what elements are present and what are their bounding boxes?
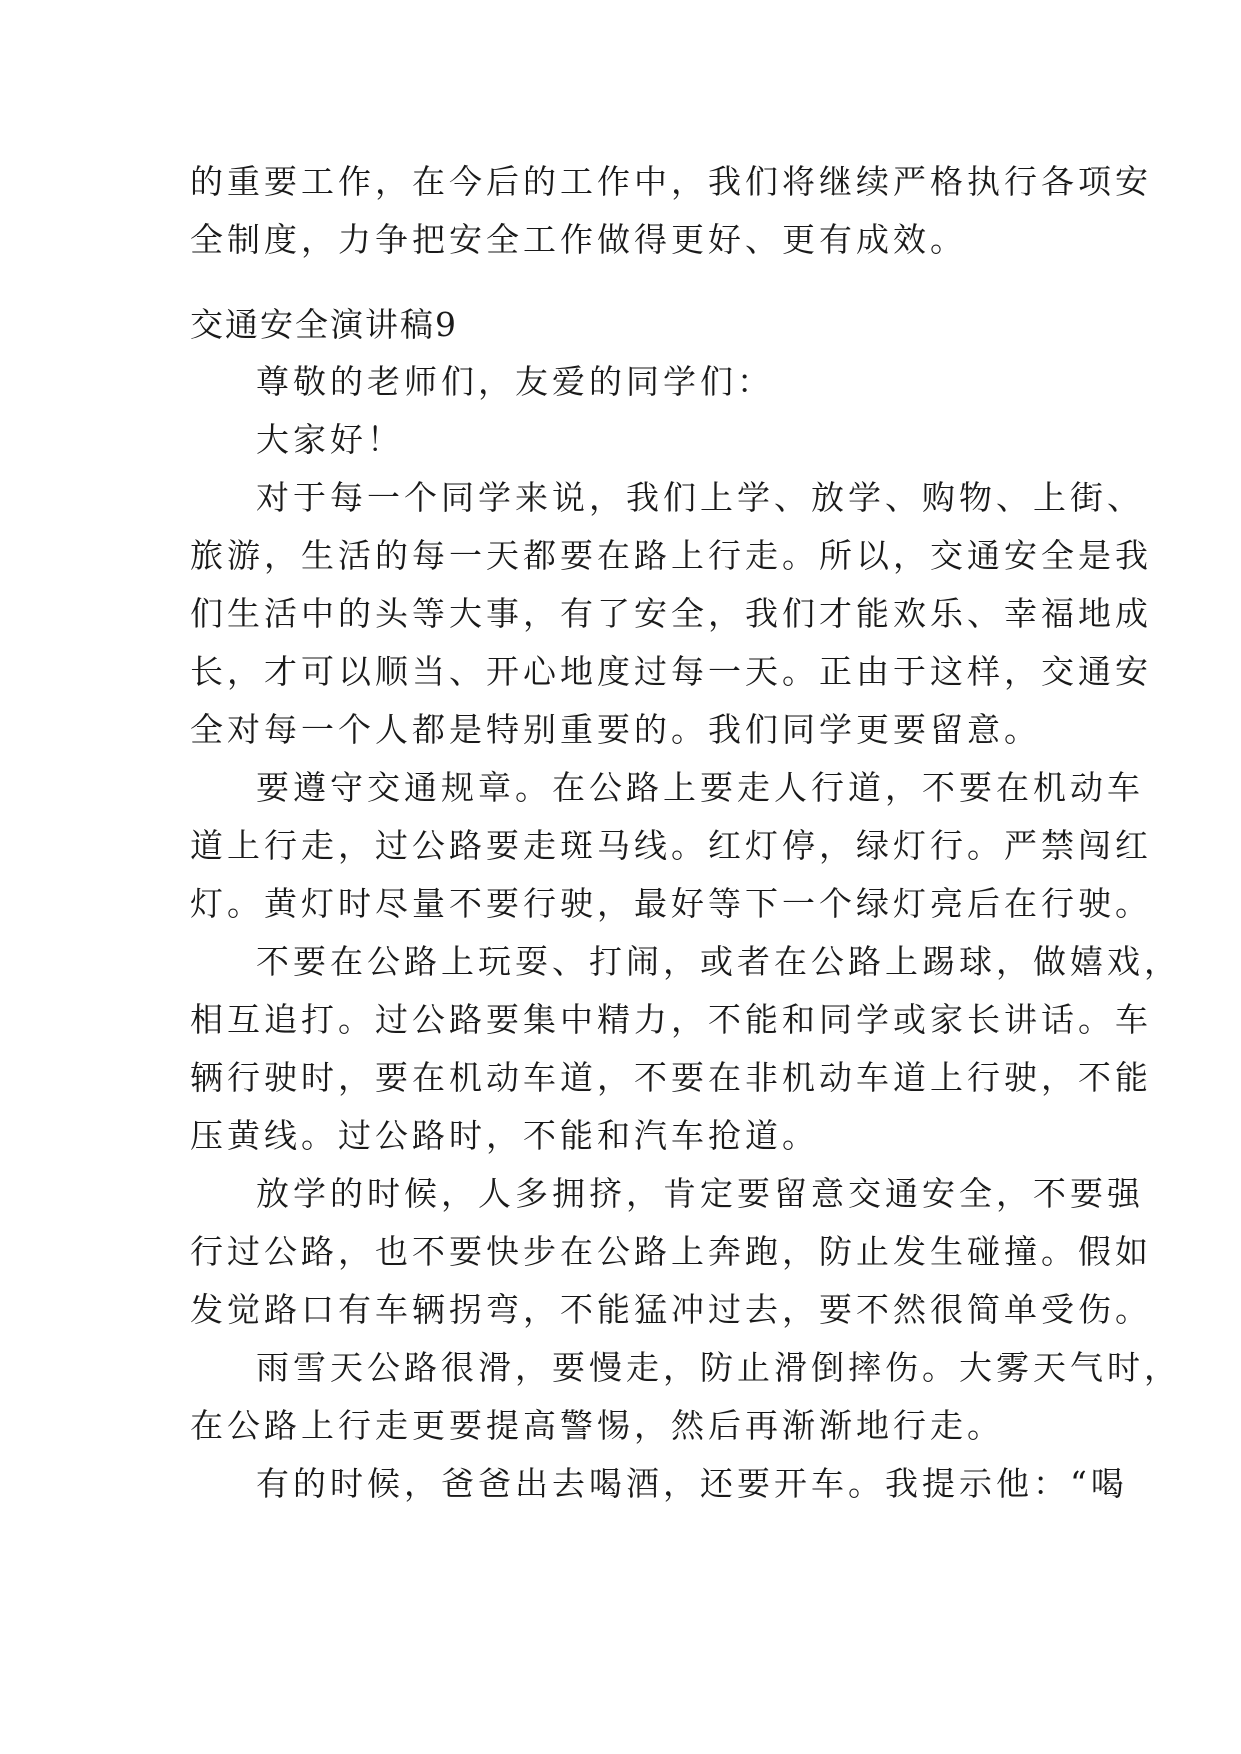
paragraph-line: 在公路上行走更要提高警惕，然后再渐渐地行走。 bbox=[190, 1406, 1004, 1445]
paragraph-line: 压黄线。过公路时，不能和汽车抢道。 bbox=[190, 1116, 819, 1155]
intro-line: 全制度，力争把安全工作做得更好、更有成效。 bbox=[190, 220, 967, 259]
paragraph-line: 发觉路口有车辆拐弯，不能猛冲过去，要不然很简单受伤。 bbox=[190, 1290, 1152, 1329]
paragraph-line: 灯。黄灯时尽量不要行驶，最好等下一个绿灯亮后在行驶。 bbox=[190, 884, 1152, 923]
paragraph-line: 放学的时候，人多拥挤，肯定要留意交通安全，不要强 bbox=[256, 1174, 1144, 1213]
paragraph-line: 相互追打。过公路要集中精力，不能和同学或家长讲话。车 bbox=[190, 1000, 1152, 1039]
section-heading: 交通安全演讲稿9 bbox=[190, 305, 458, 344]
paragraph-line: 长，才可以顺当、开心地度过每一天。正由于这样，交通安 bbox=[190, 652, 1152, 691]
paragraph-line: 有的时候，爸爸出去喝酒，还要开车。我提示他：“喝 bbox=[256, 1464, 1128, 1503]
paragraph-line: 不要在公路上玩耍、打闹，或者在公路上踢球，做嬉戏， bbox=[256, 942, 1181, 981]
paragraph-line: 要遵守交通规章。在公路上要走人行道，不要在机动车 bbox=[256, 768, 1144, 807]
paragraph-line: 雨雪天公路很滑，要慢走，防止滑倒摔伤。大雾天气时， bbox=[256, 1348, 1181, 1387]
paragraph-line: 对于每一个同学来说，我们上学、放学、购物、上街、 bbox=[256, 478, 1144, 517]
greeting: 大家好！ bbox=[256, 420, 404, 459]
paragraph-line: 们生活中的头等大事，有了安全，我们才能欢乐、幸福地成 bbox=[190, 594, 1152, 633]
paragraph-line: 辆行驶时，要在机动车道，不要在非机动车道上行驶，不能 bbox=[190, 1058, 1152, 1097]
document-body bbox=[190, 0, 1181, 1754]
paragraph-line: 全对每一个人都是特别重要的。我们同学更要留意。 bbox=[190, 710, 1041, 749]
paragraph-line: 行过公路，也不要快步在公路上奔跑，防止发生碰撞。假如 bbox=[190, 1232, 1152, 1271]
intro-line: 的重要工作，在今后的工作中，我们将继续严格执行各项安 bbox=[190, 162, 1152, 201]
paragraph-line: 道上行走，过公路要走斑马线。红灯停，绿灯行。严禁闯红 bbox=[190, 826, 1152, 865]
salutation: 尊敬的老师们，友爱的同学们： bbox=[256, 362, 774, 401]
paragraph-line: 旅游，生活的每一天都要在路上行走。所以，交通安全是我 bbox=[190, 536, 1152, 575]
